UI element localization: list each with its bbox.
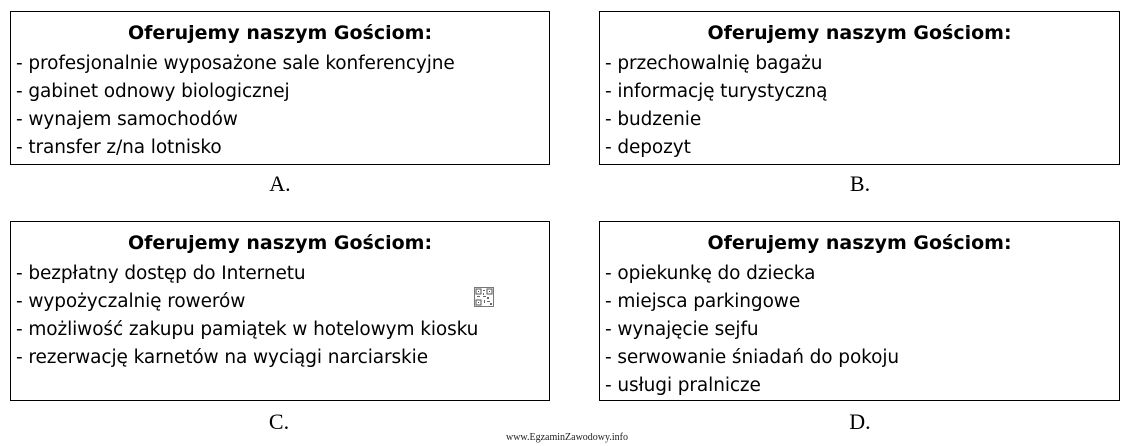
list-item: - wynajęcie sejfu [605, 319, 759, 340]
list-item: - budzenie [605, 109, 702, 130]
box-title: Oferujemy naszym Gościom: [707, 232, 1012, 254]
box-title: Oferujemy naszym Gościom: [127, 232, 433, 254]
list-item: - bezpłatny dostęp do Internetu [16, 263, 306, 284]
option-letter-b: B. [849, 171, 871, 196]
offer-box-b [599, 11, 1120, 165]
list-item: - serwowanie śniadań do pokoju [605, 347, 899, 368]
option-letter-d: D. [849, 409, 871, 434]
box-title: Oferujemy naszym Gościom: [707, 22, 1012, 44]
offer-list [16, 50, 455, 162]
offer-box-a [10, 11, 550, 165]
list-item: - transfer z/na lotnisko [16, 137, 222, 158]
offer-list [16, 260, 478, 372]
qr-code-icon [474, 287, 494, 307]
list-item: - gabinet odnowy biologicznej [16, 81, 290, 102]
list-item: - depozyt [605, 137, 691, 158]
option-letter-c: C. [268, 409, 290, 434]
option-letter-a: A. [269, 171, 291, 196]
list-item: - rezerwację karnetów na wyciągi narciarskie [16, 347, 428, 368]
list-item: - usługi pralnicze [605, 375, 761, 396]
list-item: - profesjonalnie wyposażone sale konferencyjne [16, 53, 455, 74]
offer-box-c [10, 221, 550, 401]
offer-list [605, 260, 899, 400]
source-watermark: www.EgzaminZawodowy.info [505, 432, 628, 443]
list-item: - możliwość zakupu pamiątek w hotelowym kiosku [16, 319, 479, 340]
list-item: - wypożyczalnię rowerów [16, 291, 246, 312]
list-item: - opiekunkę do dziecka [605, 263, 816, 284]
list-item: - informację turystyczną [605, 81, 828, 102]
list-item: - miejsca parkingowe [605, 291, 801, 312]
list-item: - wynajem samochodów [16, 109, 238, 130]
offer-box-d [599, 221, 1120, 401]
box-title: Oferujemy naszym Gościom: [127, 22, 433, 44]
list-item: - przechowalnię bagażu [605, 53, 823, 74]
offer-list [605, 50, 827, 162]
